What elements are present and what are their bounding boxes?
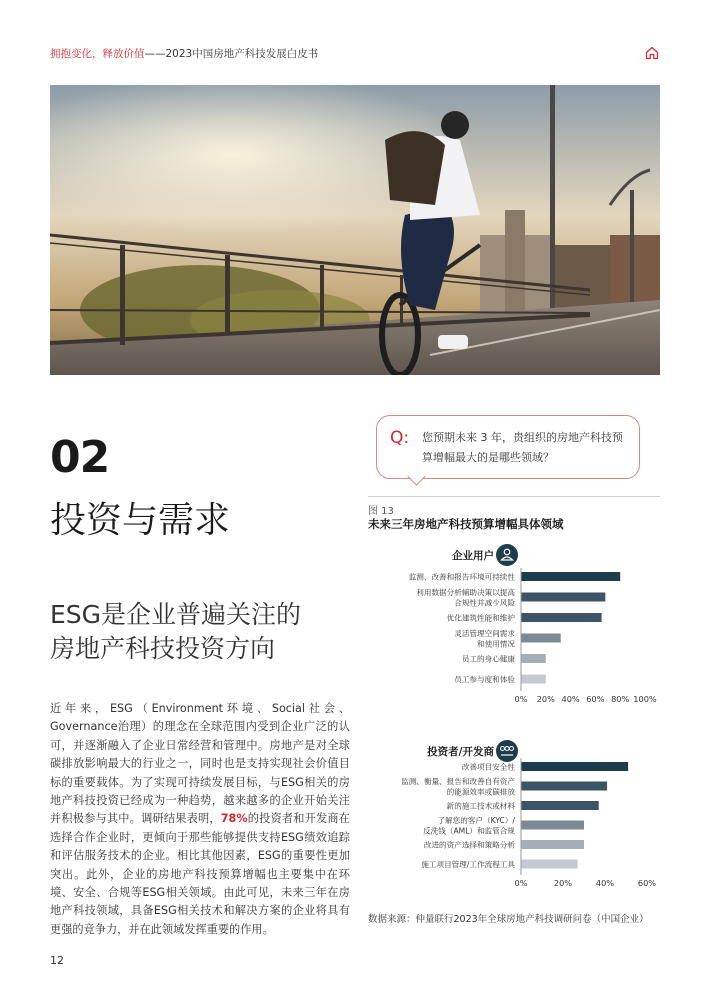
section-title: 投资与需求 [50,500,231,541]
chart2-category-label-4-line-1: 了解您的客户（KYC）/ [437,815,515,825]
hero-photo-cyclist [50,85,660,375]
chart2-bar-6 [521,860,578,869]
figure-divider [368,496,660,497]
body-highlight-percent: 78% [220,812,248,826]
chart1-bar-4 [521,634,561,643]
question-text: 您预期未来 3 年，贵组织的房地产科技预算增幅最大的是哪些领域？ [422,431,623,464]
page-number: 12 [50,954,64,967]
chart1-category-label-5: 员工的身心健康 [461,654,515,664]
chart1-category-label-1: 监测、改善和报告环境可持续性 [408,572,515,582]
question-prefix: Q: [390,428,410,448]
chart2-title: 投资者/开发商 [427,746,494,758]
chart1-category-label-4-line-1: 灵活管理空间需求 [454,628,515,638]
chart1-tick-label-2: 20% [536,694,555,704]
body-text-part-2: 的投资者和开发商在选择合作企业时，更倾向于那些能够提供支持ESG绩效追踪和评估服务技术的企业。相比其他因素，ESG的重要性更加突出。此外，企业的房地产科技预算增幅也主要集中在环境、安全、合规等ESG相关领域。由此可见，未来三年在房地产科技领域，具备ESG相关技术和解决方案的企业将具有更强的竞争力，并在此领域发挥重要的作用。 [50,812,350,936]
chart2-bar-5 [521,840,584,849]
header-rest: ——2023中国房地产科技发展白皮书 [144,48,319,60]
running-header [50,46,318,61]
chart2-category-label-2-line-2: 的能源效率或碳排放 [446,787,515,797]
home-icon[interactable] [645,46,659,60]
subtitle-line-2: 房地产科技投资方向 [50,634,276,663]
figure-title: 未来三年房地产科技预算增幅具体领域 [368,517,564,531]
chart2-tick-label-2: 20% [553,878,573,888]
chart2-bar-4 [521,821,584,830]
figure-number: 图 13 [368,506,394,517]
chart2-category-label-5: 改进的资产选择和策略分析 [423,840,515,850]
chart2-tick-label-1: 0% [514,878,528,888]
data-source-note: 数据来源：仲量联行2023年全球房地产科技调研问卷（中国企业） [368,914,649,925]
chart2-tick-label-4: 60% [637,878,657,888]
chart2-category-label-4-line-2: 反洗钱（AML）和监管合规 [423,826,515,836]
chart1-tick-label-1: 0% [514,694,528,704]
chart1-tick-label-4: 60% [586,694,605,704]
chart1-category-label-4-line-2: 和使用情况 [477,639,515,649]
chart2-category-label-3: 新的施工技术或材料 [446,801,515,811]
chart1-bar-2 [521,593,605,602]
chart1-category-label-6: 员工参与度和体验 [454,675,515,684]
chart2-category-label-6: 施工项目管理/工作流程工具 [421,860,515,869]
chart1-category-label-2-line-2: 合规性并减少风险 [454,598,515,608]
chart2-category-label-1: 改善项目安全性 [461,762,515,772]
chart1-category-label-2-line-1: 利用数据分析辅助决策以提高 [416,587,515,597]
body-paragraph [50,700,350,939]
chart2-bar-1 [521,762,628,771]
chart2-category-label-2-line-1: 监测、衡量、报告和改善自有资产 [401,776,515,786]
chart1-bar-6 [521,675,546,684]
subtitle-line-1: ESG是企业普遍关注的 [50,600,302,629]
header-accent: 拥抱变化，释放价值 [50,48,145,60]
chart1-tick-label-6: 100% [633,694,657,704]
chart1-tick-label-3: 40% [561,694,580,704]
section-subtitle [50,598,350,666]
chart1-bar-1 [521,572,620,581]
chart2-tick-label-3: 40% [595,878,615,888]
chart2-bar-2 [521,782,607,791]
bar-charts [368,540,660,905]
chart1-title: 企业用户 [452,550,494,562]
chart1-category-label-3: 优化建筑性能和维护 [446,613,515,623]
chart1-bar-5 [521,654,546,663]
chart1-bar-3 [521,613,602,622]
section-number: 02 [50,432,110,483]
chart2-bar-3 [521,801,599,810]
chart1-tick-label-5: 80% [611,694,630,704]
body-text-part-1: 近年来，ESG（Environment环境、Social社会、Governance治理）的理念在全球范围内受到企业广泛的认可，并逐渐融入了企业日常经营和管理中。房地产是对全球碳排放影响最大的行业之一，同时也是支持实现社会价值目标的重要载体。为了实现可持续发展目标，与ESG相关的房地产科技投资已经成为一种趋势，越来越多的企业开始关注并积极参与其中。调研结果表明， [50,702,350,826]
